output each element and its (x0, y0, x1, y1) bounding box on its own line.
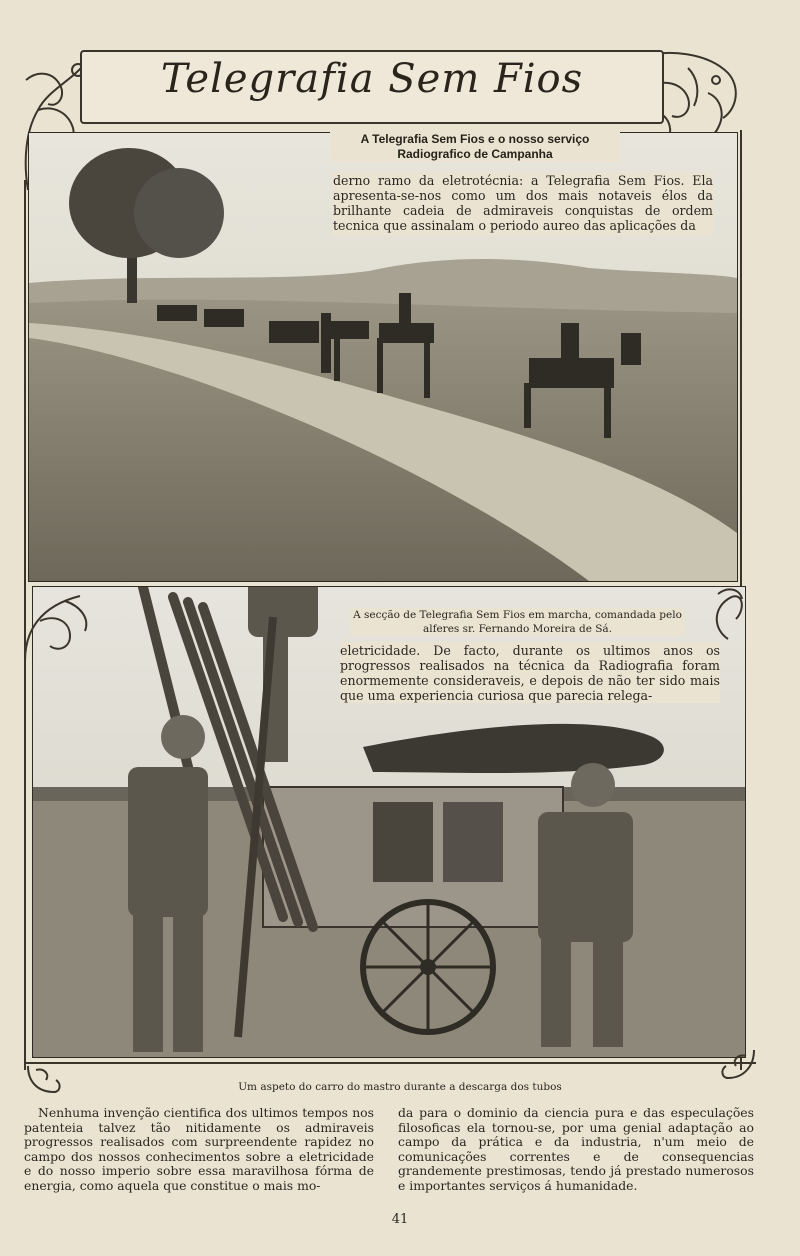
bottom-right-ornament-icon (718, 1046, 758, 1084)
frame-bottom-line (26, 1062, 756, 1064)
page-number: 41 (391, 1212, 409, 1227)
bottom-left-ornament-icon (24, 1062, 64, 1096)
caption-cart-photo: Um aspeto do carro do mastro durante a descarga dos tubos (238, 1081, 562, 1093)
page-title: Telegrafia Sem Fios (160, 56, 584, 102)
article-middle-text: eletricidade. De facto, durante os ultimos anos os progressos realisados na técnica da Radiografia foram enormemente consideraveis, e depois de não ter sido mais que uma experiencia curiosa que parecia relega- (340, 643, 720, 703)
article-intro-text: derno ramo da eletrotécnia: a Telegrafia Sem Fios. Ela apresenta-se-nos como um dos mais notaveis élos da brilhante cadeia de admiraveis conquistas de ordem tecnica que assinalam o periodo aureo das aplicações da (333, 173, 713, 233)
title-banner (80, 50, 664, 124)
body-column-right: da para o dominio da ciencia pura e das especulações filosoficas ela tornou-se, por uma genial adaptação ao campo da prática e da industria, n'um meio de comunicações correntes e de consequencias grandemente prestimosas, tendo já prestado numerosos e importantes serviços á humanidade. (398, 1105, 754, 1193)
body-column-left: Nenhuma invenção cientifica dos ultimos tempos nos patenteia talvez tão nitidamente os admiraveis progressos realisados com surpreendente rapidez no campo dos nossos conhecimentos sobre a eletricidade e do nosso imperio sobre essa maravilhosa fórma de energia, como aquela que constitue o mais mo- (24, 1105, 374, 1193)
article-subtitle: A Telegrafia Sem Fios e o nosso serviço Radiografico de Campanha (330, 132, 620, 162)
caption-cavalry-photo: A secção de Telegrafia Sem Fios em marcha, comandada pelo alferes sr. Fernando Moreira de Sá. (350, 608, 685, 636)
left-mid-ornament-icon (20, 586, 100, 666)
right-mid-ornament-icon (708, 584, 748, 644)
